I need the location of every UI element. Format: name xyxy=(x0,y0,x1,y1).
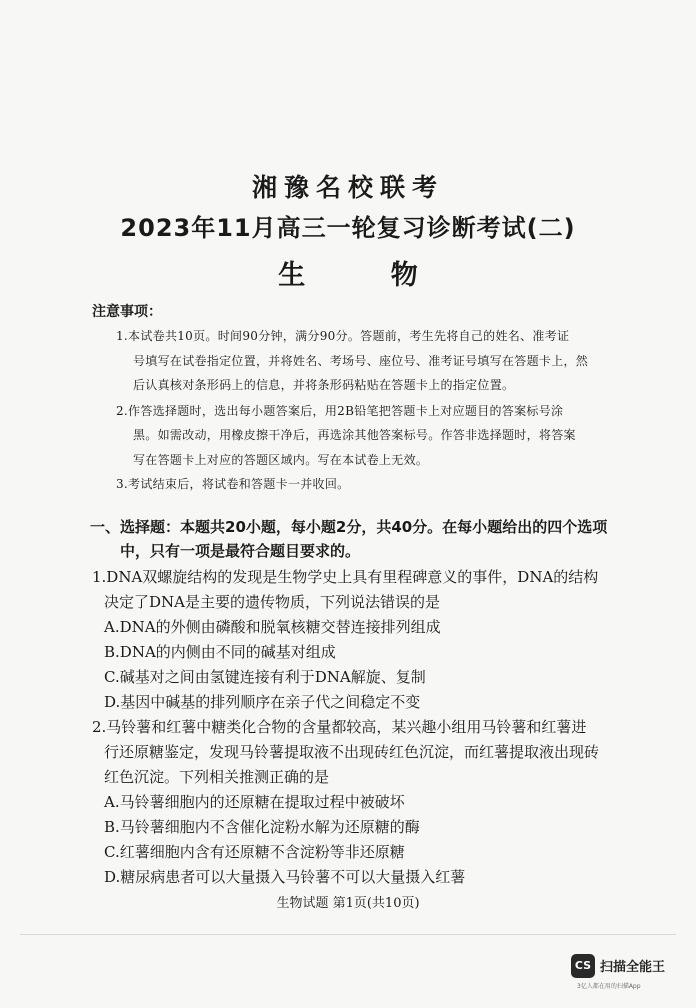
question-2-stem: 红色沉淀。下列相关推测正确的是 xyxy=(104,768,330,786)
notice-line: 后认真核对条形码上的信息，并将条形码粘贴在答题卡上的指定位置。 xyxy=(133,378,515,392)
question-2-option-a: A.马铃薯细胞内的还原糖在提取过程中被破坏 xyxy=(104,793,405,811)
notice-heading: 注意事项： xyxy=(92,304,162,320)
notice-line: 号填写在试卷指定位置，并将姓名、考场号、座位号、准考证号填写在答题卡上，然 xyxy=(133,354,589,368)
camscanner-icon: CS xyxy=(571,954,595,978)
question-1-option-d: D.基因中碱基的排列顺序在亲子代之间稳定不变 xyxy=(104,693,421,711)
notice-line: 3.考试结束后，将试卷和答题卡一并收回。 xyxy=(116,477,350,491)
question-2-option-c: C.红薯细胞内含有还原糖不含淀粉等非还原糖 xyxy=(104,843,405,861)
page-footer: 生物试题 第1页(共10页) xyxy=(276,896,420,911)
question-1-option-a: A.DNA的外侧由磷酸和脱氧核糖交替连接排列组成 xyxy=(104,618,441,636)
question-1-stem: 1.DNA双螺旋结构的发现是生物学史上具有里程碑意义的事件，DNA的结构 xyxy=(92,568,599,586)
question-2-stem: 行还原糖鉴定，发现马铃薯提取液不出现砖红色沉淀，而红薯提取液出现砖 xyxy=(104,743,600,761)
notice-line: 2.作答选择题时，选出每小题答案后，用2B铅笔把答题卡上对应题目的答案标号涂 xyxy=(116,404,564,418)
question-2-option-b: B.马铃薯细胞内不含催化淀粉水解为还原糖的酶 xyxy=(104,818,420,836)
question-1-stem: 决定了DNA是主要的遗传物质，下列说法错误的是 xyxy=(104,593,440,611)
subject-title: 生 物 xyxy=(278,260,456,291)
notice-line: 写在答题卡上对应的答题区域内。写在本试卷上无效。 xyxy=(133,453,429,467)
scanner-name: 扫描全能王 xyxy=(600,960,666,975)
question-1-option-b: B.DNA的内侧由不同的碱基对组成 xyxy=(104,643,336,661)
section-heading: 一、选择题：本题共20小题，每小题2分，共40分。在每小题给出的四个选项 xyxy=(90,518,608,536)
section-heading-cont: 中，只有一项是最符合题目要求的。 xyxy=(120,542,361,560)
scanner-tagline: 3亿人都在用的扫描App xyxy=(577,983,641,990)
question-2-stem: 2.马铃薯和红薯中糖类化合物的含量都较高，某兴趣小组用马铃薯和红薯进 xyxy=(92,718,587,736)
exam-title: 2023年11月高三一轮复习诊断考试(二) xyxy=(120,214,576,242)
question-2-option-d: D.糖尿病患者可以大量摄入马铃薯不可以大量摄入红薯 xyxy=(104,868,466,886)
scan-divider xyxy=(20,934,676,935)
question-1-option-c: C.碱基对之间由氢键连接有利于DNA解旋、复制 xyxy=(104,668,426,686)
exam-org-title: 湘豫名校联考 xyxy=(251,173,444,202)
scanner-watermark xyxy=(571,952,683,992)
notice-line: 1.本试卷共10页。时间90分钟，满分90分。答题前，考生先将自己的姓名、准考证 xyxy=(116,329,570,343)
notice-line: 黑。如需改动，用橡皮擦干净后，再选涂其他答案标号。作答非选择题时，将答案 xyxy=(133,428,576,442)
